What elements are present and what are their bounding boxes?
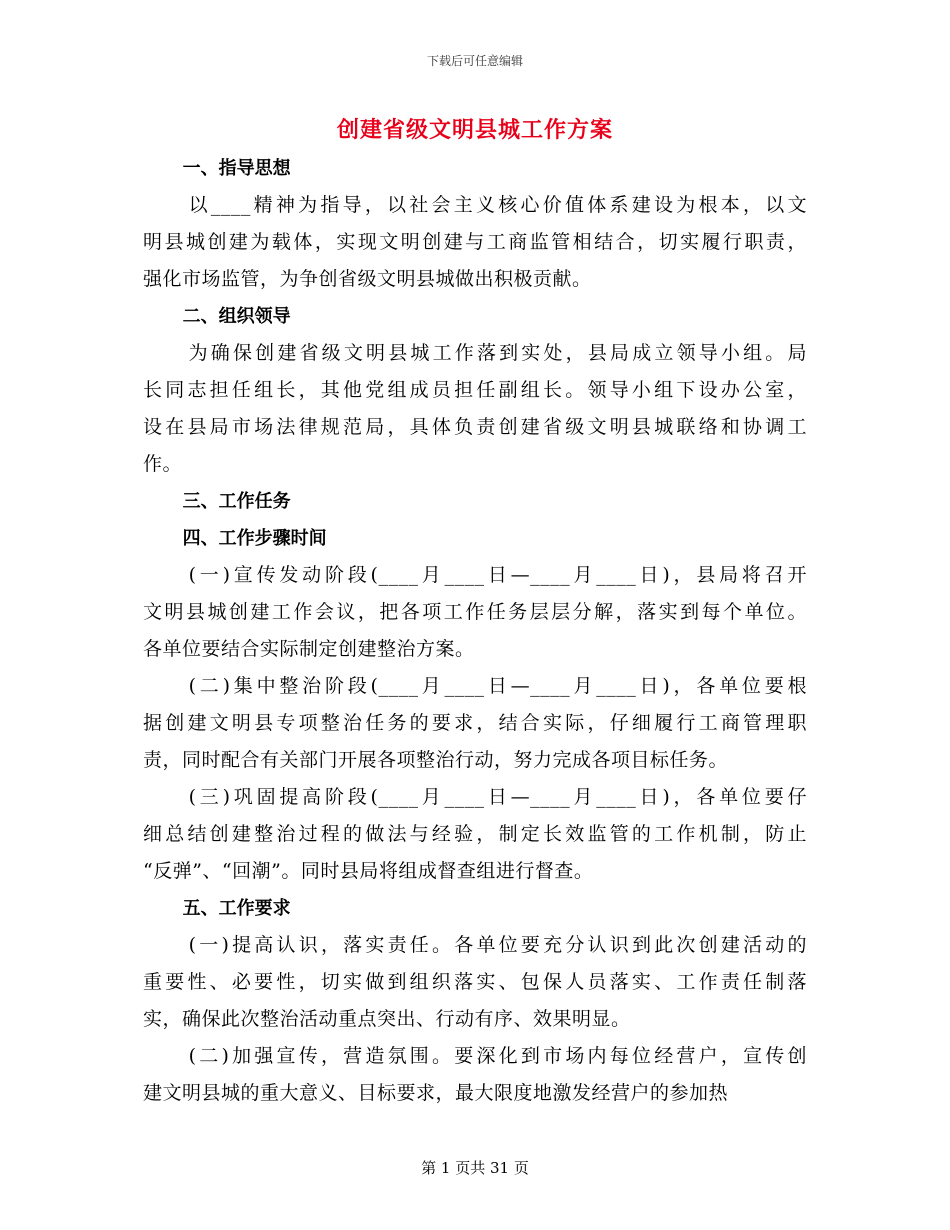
paragraph-line: 实，确保此次整治活动重点突出、行动有序、效果明显。 xyxy=(143,1008,631,1030)
paragraph-line: 文明县城创建工作会议，把各项工作任务层层分解，落实到每个单位。 xyxy=(143,601,807,623)
paragraph-line: (三)巩固提高阶段(____月____日—____月____日)，各单位要仔 xyxy=(188,786,807,808)
paragraph-line: 各单位要结合实际制定创建整治方案。 xyxy=(143,638,475,660)
paragraph xyxy=(143,927,807,1038)
paragraph-line: 设在县局市场法律规范局，具体负责创建省级文明县城联络和协调工 xyxy=(143,416,807,438)
page-footer: 第 1 页共 31 页 xyxy=(421,1159,529,1177)
paragraph xyxy=(143,668,807,779)
paragraph xyxy=(143,335,807,483)
paragraph-line: 据创建文明县专项整治任务的要求，结合实际，仔细履行工商管理职 xyxy=(143,712,807,734)
paragraph-line: 长同志担任组长，其他党组成员担任副组长。领导小组下设办公室， xyxy=(143,379,807,401)
paragraph-line: (一)提高认识，落实责任。各单位要充分认识到此次创建活动的 xyxy=(188,934,807,956)
paragraph xyxy=(143,1038,807,1112)
paragraph-line: 责，同时配合有关部门开展各项整治行动，努力完成各项目标任务。 xyxy=(143,749,729,771)
document-title: 创建省级文明县城工作方案 xyxy=(336,117,613,143)
document-body xyxy=(143,150,807,1112)
section-heading: 四、工作步骤时间 xyxy=(182,528,327,549)
paragraph-line: 细总结创建整治过程的做法与经验，制定长效监管的工作机制，防止 xyxy=(143,823,807,845)
paragraph-line: (二)加强宣传，营造氛围。要深化到市场内每位经营户，宣传创 xyxy=(188,1045,807,1067)
section-heading: 一、指导思想 xyxy=(182,158,291,179)
section-heading: 三、工作任务 xyxy=(182,491,291,512)
paragraph-line: 为确保创建省级文明县城工作落到实处，县局成立领导小组。局 xyxy=(188,342,807,364)
paragraph-line: 重要性、必要性，切实做到组织落实、包保人员落实、工作责任制落 xyxy=(143,971,807,993)
paragraph xyxy=(143,187,807,298)
paragraph-line: 建文明县城的重大意义、目标要求，最大限度地激发经营户的参加热 xyxy=(143,1082,729,1104)
paragraph-line: (二)集中整治阶段(____月____日—____月____日)，各单位要根 xyxy=(188,675,807,697)
paragraph xyxy=(143,557,807,668)
section-heading: 二、组织领导 xyxy=(182,306,291,327)
page-header: 下载后可任意编辑 xyxy=(426,54,523,68)
paragraph-line: 作。 xyxy=(143,453,183,475)
paragraph-line: 以____精神为指导，以社会主义核心价值体系建设为根本，以文 xyxy=(188,194,807,216)
paragraph-line: “反弹”、“回潮”。同时县局将组成督查组进行督查。 xyxy=(143,860,594,882)
paragraph-line: (一)宣传发动阶段(____月____日—____月____日)，县局将召开 xyxy=(188,564,807,586)
paragraph-line: 明县城创建为载体，实现文明创建与工商监管相结合，切实履行职责， xyxy=(143,231,807,253)
section-heading: 五、工作要求 xyxy=(182,898,291,919)
paragraph xyxy=(143,779,807,890)
paragraph-line: 强化市场监管，为争创省级文明县城做出积极贡献。 xyxy=(143,268,592,290)
